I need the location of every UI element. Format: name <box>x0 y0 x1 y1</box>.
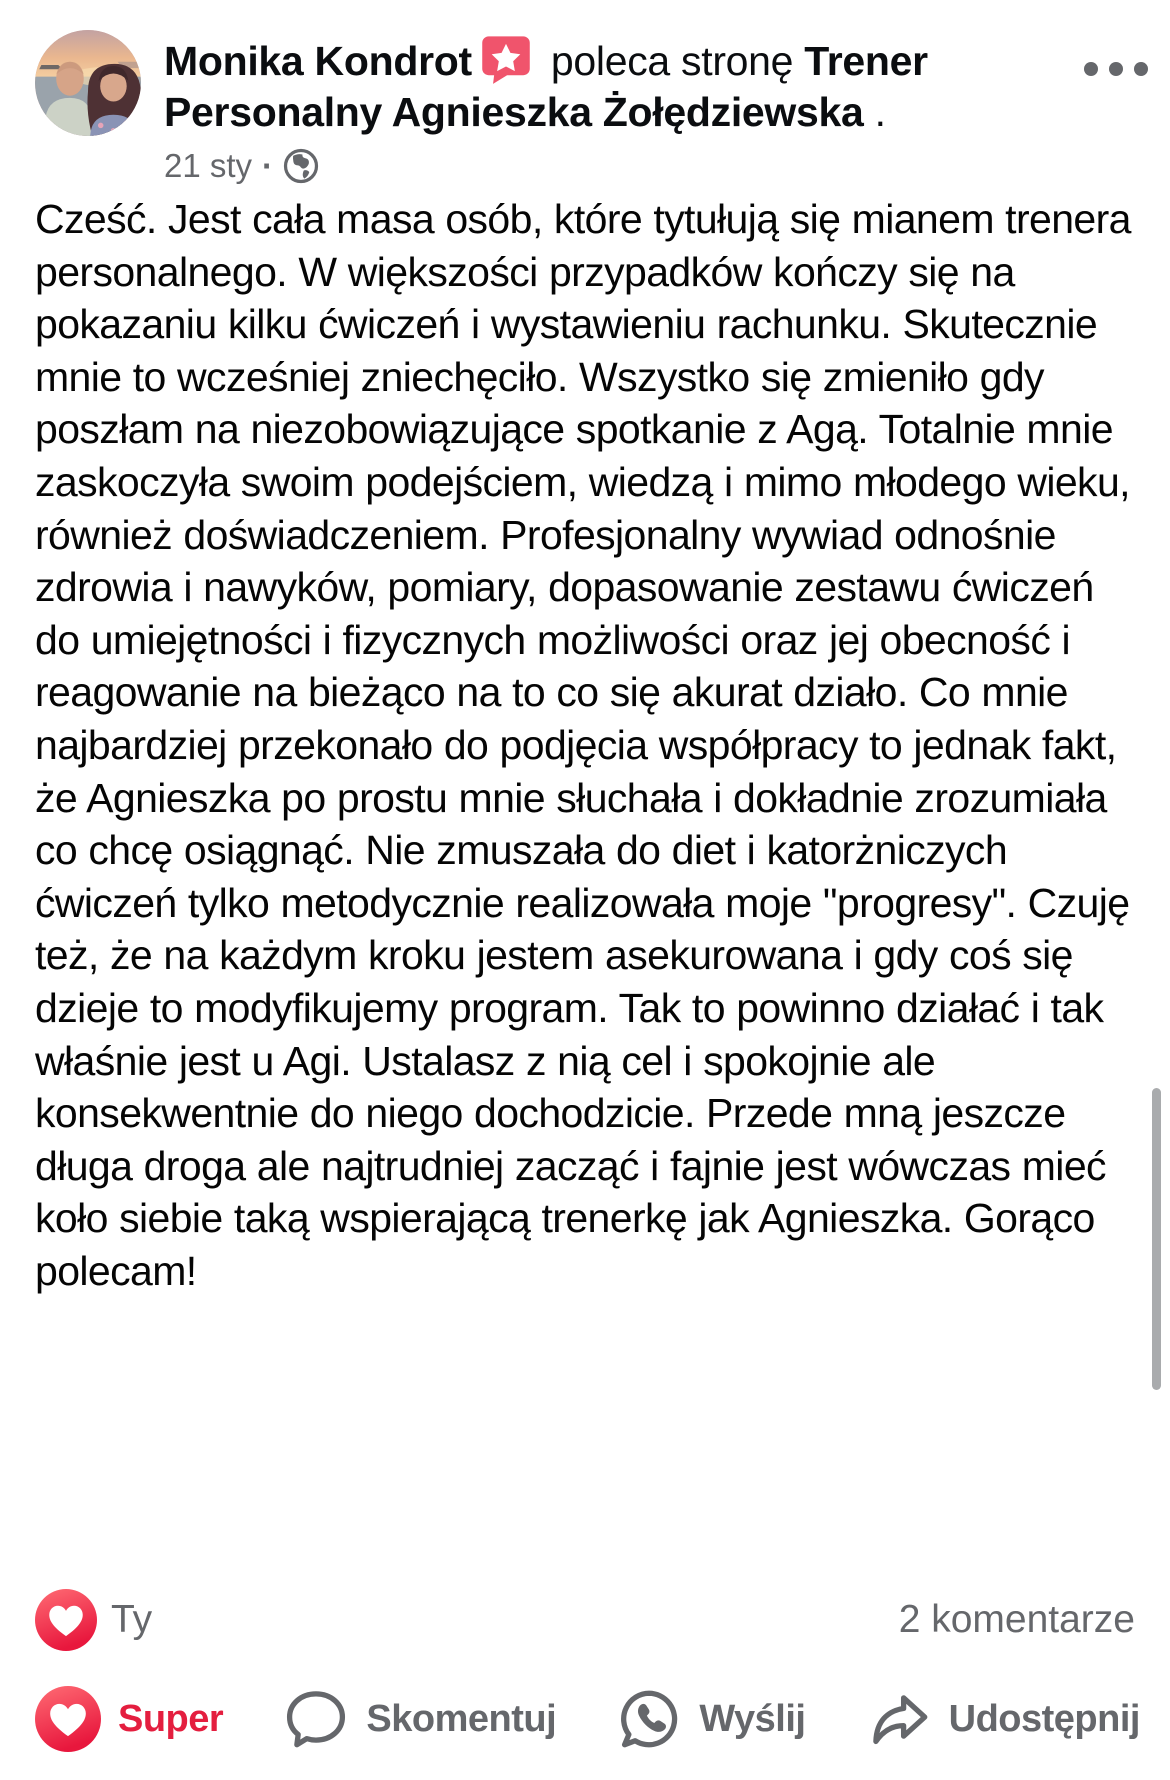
comment-button[interactable] <box>283 1686 556 1752</box>
header-action-text: poleca stronę <box>539 38 805 84</box>
comment-label: Skomentuj <box>366 1697 557 1740</box>
post-body-text: Cześć. Jest cała masa osób, które tytułują się mianem trenera personalnego. W większości przypadków kończy się na pokazaniu kilku ćwiczeń i wystawieniu rachunku. Skutecznie mnie to wcześniej zniechęciło. Wszystko się zmieniło gdy poszłam na niezobowiązujące spotkanie z Agą. Totalnie mnie zaskoczyła swoim podejściem, wiedzą i mimo młodego wieku, również doświadczeniem. Profesjonalny wywiad odnośnie zdrowia i nawyków, pomiary, dopasowanie zestawu ćwiczeń do umiejętności i fizycznych możliwości oraz jej obecność i reagowanie na bieżąco na to co się akurat działo. Co mnie najbardziej przekonało do podjęcia współpracy to jednak fakt, że Agnieszka po prostu mnie słuchała i dokładnie zrozumiała co chcę osiągnąć. Nie zmuszała do diet i katorżniczych ćwiczeń tylko metodycznie realizowała moje "progresy". Czuję też, że na każdym kroku jestem asekurowana i gdy coś się dzieje to modyfikujemy program. Tak to powinno działać i tak właśnie jest u Agi. Ustalasz z nią cel i spokojnie ale konsekwentnie do niego dochodzicie. Przede mną jeszcze długa droga ale najtrudniej zacząć i fajnie jest wówczas mieć koło siebie taką wspierającą trenerkę jak Agnieszka. Gorąco polecam! <box>35 196 1131 1294</box>
love-heart-icon <box>35 1686 101 1752</box>
author-name[interactable]: Monika Kondrot <box>164 38 472 84</box>
super-reaction-button[interactable] <box>35 1686 223 1752</box>
send-label: Wyślij <box>699 1697 806 1740</box>
meta-separator: · <box>262 147 274 184</box>
post-date[interactable]: 21 sty <box>164 147 253 184</box>
super-label: Super <box>118 1697 224 1740</box>
action-bar <box>35 1686 1140 1752</box>
love-reaction-icon[interactable] <box>35 1589 97 1651</box>
share-arrow-icon <box>866 1686 932 1752</box>
post-options-menu-icon[interactable] <box>1074 52 1158 86</box>
send-button[interactable] <box>616 1686 805 1752</box>
whatsapp-icon <box>616 1686 682 1752</box>
post-header <box>35 30 1135 185</box>
share-button[interactable] <box>866 1686 1140 1752</box>
header-suffix: . <box>863 89 886 135</box>
recommend-badge-icon <box>479 32 533 86</box>
globe-icon <box>283 148 319 184</box>
page-name-link[interactable]: Trener Personalny Agnieszka Żołędziewska <box>164 38 928 135</box>
reaction-summary-row <box>35 1589 1135 1651</box>
avatar[interactable] <box>35 30 141 136</box>
header-text <box>164 30 1056 185</box>
share-label: Udostępnij <box>948 1697 1140 1740</box>
post-title-line <box>164 32 1056 138</box>
scrollbar-thumb[interactable] <box>1152 1088 1161 1390</box>
comment-bubble-icon <box>283 1686 349 1752</box>
reacted-by-label[interactable]: Ty <box>111 1598 153 1641</box>
post-meta-line <box>164 147 1056 185</box>
comments-count[interactable]: 2 komentarze <box>898 1598 1135 1641</box>
